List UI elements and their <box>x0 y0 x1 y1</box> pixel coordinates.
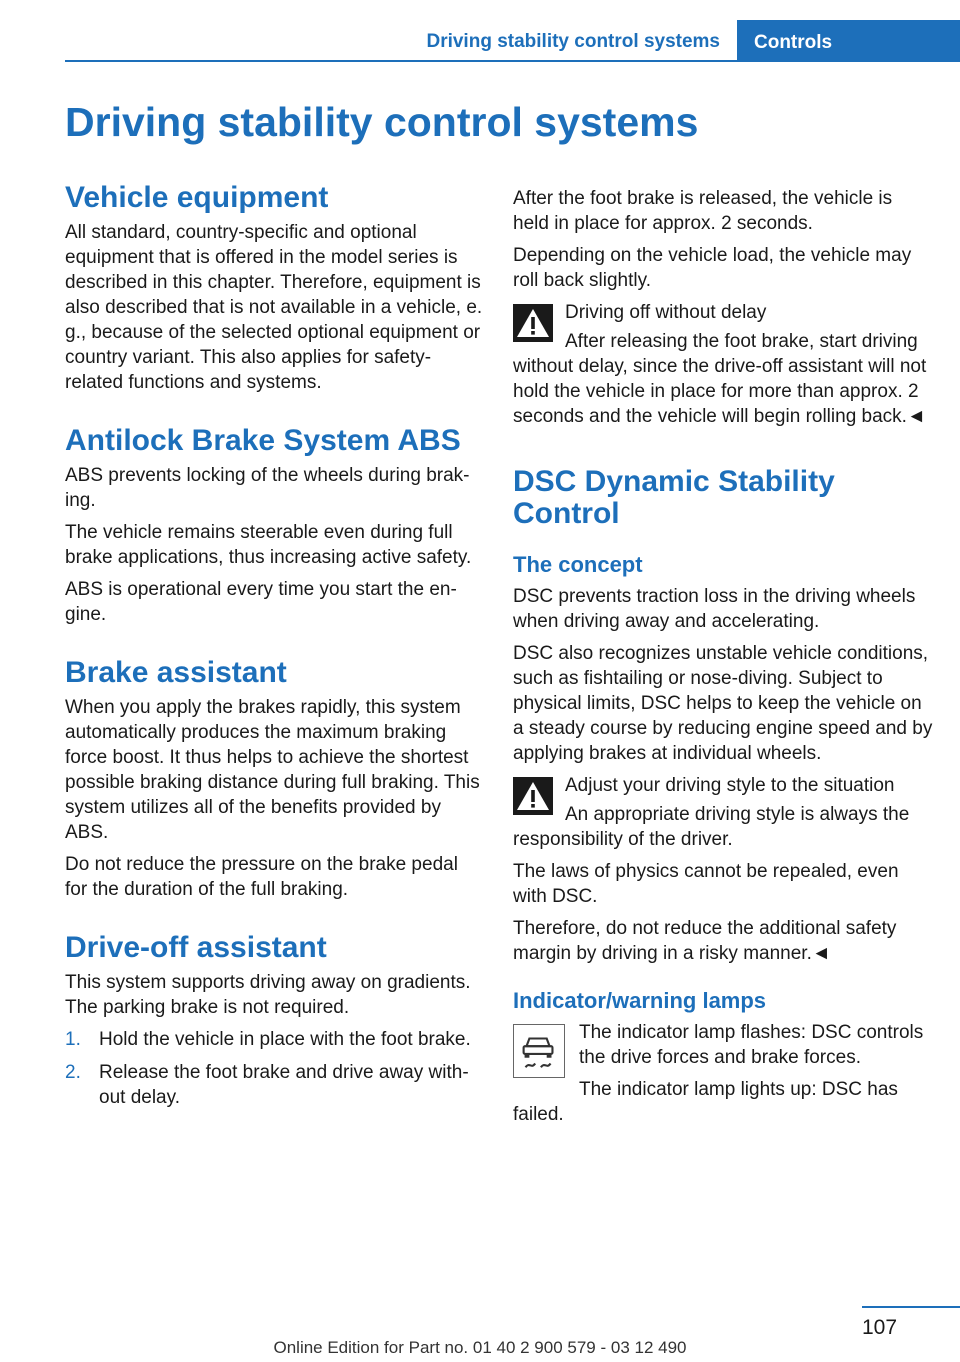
warning-notice <box>513 300 933 436</box>
drive-off-text: This system supports driving away on gradients. The parking brake is not required. <box>65 972 471 1018</box>
brake-assistant-text-1: When you apply the brakes rapidly, this system automatically produces the maximum braking force boost. It thus helps to achieve the shortest possible braking distance during full braking. This system utilizes all of the benefits provided by ABS. <box>65 697 480 843</box>
drive-off-text-3: Depending on the vehicle load, the vehicle may roll back slightly. <box>513 245 912 291</box>
dsc-text-2: DSC also recognizes unstable vehicle conditions, such as fishtailing or nose-diving. Subject to physical limits, DSC helps to keep the vehicle on a steady course by reducing engine speed and by applying brakes at individual wheels. <box>513 643 933 764</box>
step-number: 2. <box>65 1062 81 1083</box>
lamp-text-2: The indicator lamp lights up: DSC has failed. <box>513 1079 898 1125</box>
abs-text-3: ABS is operational every time you start the engine. <box>65 579 457 625</box>
warning-triangle-icon <box>513 304 553 342</box>
vehicle-equipment-text: All standard, country-specific and optional equipment that is offered in the model series is described in this chapter. Therefore, equipment is also described that is not available in a vehicle, e. g., because of the selected optional equipment or country variant. This also applies for safety-related functions and systems. <box>65 222 483 393</box>
warning-title: Driving off without delay <box>565 302 767 323</box>
page-title: Driving stability control systems <box>65 99 699 145</box>
heading-the-concept: The concept <box>513 552 643 577</box>
heading-dsc: DSC Dynamic Stability Control <box>513 465 835 530</box>
edition-footer: Online Edition for Part no. 01 40 2 900 579 - 03 12 490 <box>273 1338 687 1357</box>
warning-title: Adjust your driving style to the situation <box>565 775 895 796</box>
warning-text: An appropriate driving style is always the responsibility of the driver. <box>513 804 910 850</box>
header-rule <box>65 60 737 62</box>
step-text: Hold the vehicle in place with the foot brake. <box>99 1029 471 1050</box>
page-number: 107 <box>862 1316 898 1339</box>
warning-notice <box>513 773 933 859</box>
dsc-car-skid-icon <box>513 1024 565 1078</box>
left-column <box>65 182 485 1118</box>
running-header-tab: Controls <box>737 20 960 62</box>
dsc-text-3: The laws of physics cannot be repealed, even with DSC. <box>513 861 899 907</box>
step-number: 1. <box>65 1029 81 1050</box>
abs-text-1: ABS prevents locking of the wheels during braking. <box>65 465 470 511</box>
right-column <box>513 186 933 1134</box>
heading-brake-assistant: Brake assistant <box>65 656 287 689</box>
step-text: Release the foot brake and drive away without delay. <box>99 1062 469 1108</box>
abs-text-2: The vehicle remains steerable even during full brake applications, thus increasing active safety. <box>65 522 472 568</box>
indicator-lamp-block <box>513 1020 933 1134</box>
dsc-text-1: DSC prevents traction loss in the driving wheels when driving away and accelerating. <box>513 586 916 632</box>
list-item <box>65 1027 485 1052</box>
warning-text: After releasing the foot brake, start driving without delay, since the drive-off assistant will not hold the vehicle in place for more than approx. 2 seconds and the vehicle will begin rolling back.◄ <box>513 331 927 427</box>
heading-vehicle-equipment: Vehicle equipment <box>65 181 329 214</box>
drive-off-text-2: After the foot brake is released, the vehicle is held in place for approx. 2 seconds. <box>513 188 893 234</box>
heading-drive-off-assistant: Drive-off assistant <box>65 931 327 964</box>
brake-assistant-text-2: Do not reduce the pressure on the brake pedal for the duration of the full braking. <box>65 854 458 900</box>
footer-rule <box>862 1306 960 1308</box>
dsc-text-4: Therefore, do not reduce the additional safety margin by driving in a risky manner.◄ <box>513 918 897 964</box>
heading-indicator-lamps: Indicator/warning lamps <box>513 988 767 1013</box>
warning-triangle-icon <box>513 777 553 815</box>
list-item <box>65 1060 485 1110</box>
drive-off-steps <box>65 1027 485 1110</box>
heading-abs: Antilock Brake System ABS <box>65 424 461 457</box>
lamp-text-1: The indicator lamp flashes: DSC controls the drive forces and brake forces. <box>579 1022 924 1068</box>
running-header-section: Driving stability control systems <box>426 31 720 52</box>
